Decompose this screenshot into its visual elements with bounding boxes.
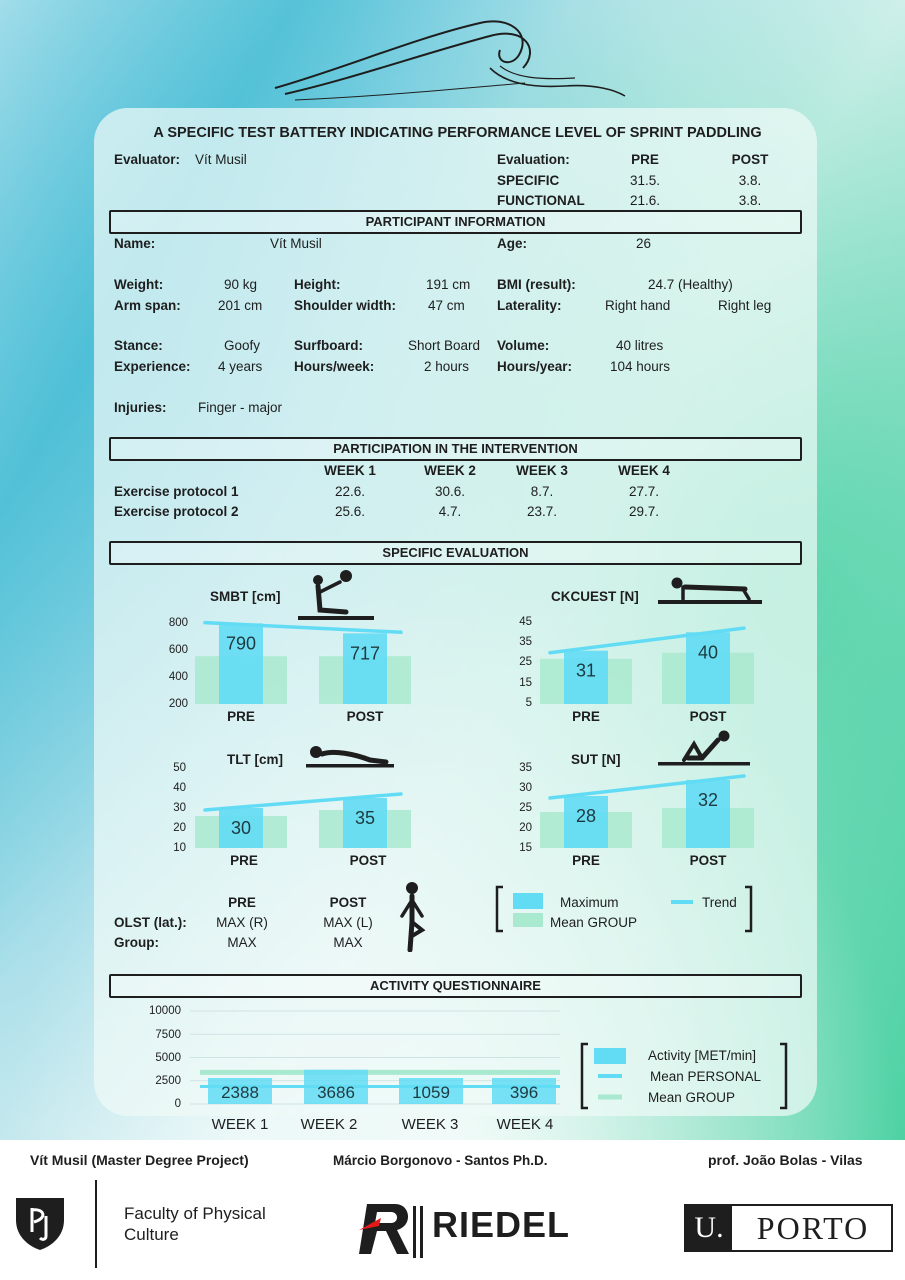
axis-tick: 25 bbox=[519, 656, 532, 668]
weight-label: Weight: bbox=[114, 277, 164, 292]
activity-week-label: WEEK 2 bbox=[300, 1116, 358, 1133]
footer-supervisor-1: Márcio Borgonovo - Santos Ph.D. bbox=[333, 1153, 548, 1168]
x-label-pre: PRE bbox=[227, 709, 255, 724]
olst-post-header: POST bbox=[329, 895, 367, 910]
axis-tick: 5000 bbox=[155, 1052, 181, 1064]
volume-value: 40 litres bbox=[616, 338, 664, 353]
protocol-date: 27.7. bbox=[628, 484, 660, 499]
age-label: Age: bbox=[497, 236, 527, 251]
footer-supervisor-2: prof. João Bolas - Vilas bbox=[708, 1152, 863, 1168]
uporto-logo bbox=[684, 1204, 893, 1252]
axis-tick: 40 bbox=[173, 782, 186, 794]
riedel-wordmark: RIEDEL bbox=[432, 1204, 571, 1245]
axis-tick: 2500 bbox=[155, 1075, 181, 1087]
olst-lat-label: OLST (lat.): bbox=[114, 915, 187, 930]
axis-tick: 50 bbox=[173, 762, 186, 774]
axis-tick: 0 bbox=[174, 1098, 181, 1110]
legend-activity-swatch bbox=[594, 1048, 626, 1064]
axis-tick: 15 bbox=[519, 677, 532, 689]
week-header: WEEK 2 bbox=[424, 463, 476, 478]
legend-group-label: Mean GROUP bbox=[648, 1090, 736, 1105]
activity-value-label: 2388 bbox=[221, 1083, 259, 1102]
sut-chart-title: SUT [N] bbox=[571, 752, 621, 767]
age-value: 26 bbox=[636, 236, 652, 251]
bar-value-label: 790 bbox=[225, 633, 257, 654]
bar-value-label: 35 bbox=[354, 808, 376, 828]
evaluator-name: Vít Musil bbox=[195, 152, 247, 167]
axis-tick: 35 bbox=[519, 636, 532, 648]
footer-divider bbox=[95, 1180, 97, 1268]
name-value: Vít Musil bbox=[270, 236, 322, 251]
bmi-label: BMI (result): bbox=[497, 277, 576, 292]
university-crest-logo bbox=[12, 1196, 68, 1252]
protocol-date: 23.7. bbox=[526, 504, 558, 519]
intervention-section-header: PARTICIPATION IN THE INTERVENTION bbox=[109, 437, 802, 461]
weight-value: 90 kg bbox=[224, 277, 258, 292]
protocol-date: 29.7. bbox=[628, 504, 660, 519]
uporto-wordmark: PORTO bbox=[756, 1210, 870, 1246]
evaluation-row-post: 3.8. bbox=[738, 193, 762, 208]
ckcuest-chart-title: CKCUEST [N] bbox=[551, 589, 639, 604]
specific-section-header: SPECIFIC EVALUATION bbox=[109, 541, 802, 565]
arm-span-value: 201 cm bbox=[218, 298, 263, 313]
olst-lat-post: MAX (L) bbox=[323, 915, 373, 930]
axis-tick: 400 bbox=[168, 671, 188, 683]
legend-maximum-swatch bbox=[513, 893, 543, 909]
axis-tick: 30 bbox=[173, 802, 186, 814]
height-value: 191 cm bbox=[426, 277, 471, 292]
surfboard-value: Short Board bbox=[408, 338, 481, 353]
legend-mean-group-swatch bbox=[513, 913, 543, 927]
protocol-date: 4.7. bbox=[438, 504, 462, 519]
axis-tick: 25 bbox=[519, 802, 532, 814]
hours-year-label: Hours/year: bbox=[497, 359, 573, 374]
shoulder-width-label: Shoulder width: bbox=[294, 298, 396, 313]
page-title: A SPECIFIC TEST BATTERY INDICATING PERFORMANCE LEVEL OF SPRINT PADDLING bbox=[153, 125, 762, 141]
activity-week-label: WEEK 4 bbox=[496, 1116, 554, 1133]
axis-tick: 200 bbox=[168, 698, 188, 710]
arm-span-label: Arm span: bbox=[114, 298, 181, 313]
evaluation-row-label: SPECIFIC bbox=[497, 173, 560, 188]
protocol-date: 22.6. bbox=[334, 484, 366, 499]
shoulder-width-value: 47 cm bbox=[428, 298, 465, 313]
activity-value-label: 1059 bbox=[412, 1083, 450, 1102]
stance-label: Stance: bbox=[114, 338, 163, 353]
axis-tick: 20 bbox=[173, 822, 186, 834]
evaluation-label: Evaluation: bbox=[497, 152, 570, 167]
bar-value-label: 717 bbox=[349, 643, 381, 664]
week-header: WEEK 3 bbox=[516, 463, 568, 478]
bmi-value: 24.7 (Healthy) bbox=[648, 277, 733, 292]
activity-value-label: 3686 bbox=[317, 1083, 355, 1102]
axis-tick: 15 bbox=[519, 842, 532, 854]
x-label-pre: PRE bbox=[230, 853, 258, 868]
olst-group-label: Group: bbox=[114, 935, 159, 950]
evaluation-post-header: POST bbox=[731, 152, 769, 167]
height-label: Height: bbox=[294, 277, 341, 292]
name-label: Name: bbox=[114, 236, 156, 251]
laterality-leg: Right leg bbox=[718, 298, 772, 313]
x-label-post: POST bbox=[346, 709, 384, 724]
hours-year-value: 104 hours bbox=[610, 359, 671, 374]
axis-tick: 10 bbox=[173, 842, 186, 854]
week-header: WEEK 1 bbox=[324, 463, 376, 478]
laterality-hand: Right hand bbox=[605, 298, 671, 313]
axis-tick: 30 bbox=[519, 782, 532, 794]
week-header: WEEK 4 bbox=[618, 463, 670, 478]
protocol-label: Exercise protocol 2 bbox=[114, 504, 239, 519]
bar-value-label: 31 bbox=[575, 660, 597, 681]
x-label-post: POST bbox=[689, 709, 727, 724]
smbt-chart-title: SMBT [cm] bbox=[210, 589, 281, 604]
x-label-pre: PRE bbox=[572, 709, 600, 724]
x-label-post: POST bbox=[349, 853, 387, 868]
activity-week-label: WEEK 1 bbox=[211, 1116, 269, 1133]
legend-activity-label: Activity [MET/min] bbox=[648, 1048, 757, 1063]
evaluation-row-post: 3.8. bbox=[738, 173, 762, 188]
riedel-logo-icon bbox=[355, 1200, 427, 1260]
olst-pre-header: PRE bbox=[228, 895, 256, 910]
activity-value-label: 396 bbox=[509, 1083, 539, 1102]
bar-value-label: 32 bbox=[697, 790, 719, 810]
evaluation-row-label: FUNCTIONAL bbox=[497, 193, 585, 208]
axis-tick: 10000 bbox=[149, 1005, 181, 1017]
olst-group-pre: MAX bbox=[227, 935, 257, 950]
protocol-date: 25.6. bbox=[334, 504, 366, 519]
axis-tick: 5 bbox=[525, 697, 532, 709]
surfboard-label: Surfboard: bbox=[294, 338, 363, 353]
bar-value-label: 30 bbox=[230, 818, 252, 838]
hours-week-value: 2 hours bbox=[424, 359, 470, 374]
laterality-label: Laterality: bbox=[497, 298, 562, 313]
legend-trend-label: Trend bbox=[702, 895, 737, 910]
tlt-chart-title: TLT [cm] bbox=[227, 752, 283, 767]
activity-week-label: WEEK 3 bbox=[401, 1116, 459, 1133]
protocol-date: 30.6. bbox=[434, 484, 466, 499]
protocol-label: Exercise protocol 1 bbox=[114, 484, 239, 499]
axis-tick: 600 bbox=[168, 644, 188, 656]
uporto-u: U. bbox=[686, 1206, 732, 1250]
axis-tick: 45 bbox=[519, 616, 532, 628]
legend-mean-group-label: Mean GROUP bbox=[550, 915, 638, 930]
evaluation-row-pre: 31.5. bbox=[629, 173, 661, 188]
experience-label: Experience: bbox=[114, 359, 191, 374]
injuries-label: Injuries: bbox=[114, 400, 167, 415]
bar-value-label: 40 bbox=[697, 642, 719, 663]
evaluator-label: Evaluator: bbox=[114, 152, 181, 167]
participant-section-header: PARTICIPANT INFORMATION bbox=[109, 210, 802, 234]
hours-week-label: Hours/week: bbox=[294, 359, 375, 374]
injuries-value: Finger - major bbox=[198, 400, 283, 415]
axis-tick: 7500 bbox=[155, 1029, 181, 1041]
experience-value: 4 years bbox=[218, 359, 263, 374]
evaluation-row-pre: 21.6. bbox=[629, 193, 661, 208]
olst-lat-pre: MAX (R) bbox=[216, 915, 268, 930]
axis-tick: 35 bbox=[519, 762, 532, 774]
axis-tick: 20 bbox=[519, 822, 532, 834]
activity-section-header: ACTIVITY QUESTIONNAIRE bbox=[109, 974, 802, 998]
faculty-name: Faculty of Physical Culture bbox=[124, 1204, 266, 1244]
bar-value-label: 28 bbox=[575, 806, 597, 826]
footer-student: Vít Musil (Master Degree Project) bbox=[30, 1152, 249, 1168]
x-label-post: POST bbox=[689, 853, 727, 868]
stance-value: Goofy bbox=[224, 338, 261, 353]
legend-maximum-label: Maximum bbox=[560, 895, 619, 910]
protocol-date: 8.7. bbox=[530, 484, 554, 499]
evaluation-pre-header: PRE bbox=[631, 152, 659, 167]
x-label-pre: PRE bbox=[572, 853, 600, 868]
axis-tick: 800 bbox=[168, 617, 188, 629]
olst-group-post: MAX bbox=[333, 935, 363, 950]
volume-label: Volume: bbox=[497, 338, 550, 353]
legend-personal-label: Mean PERSONAL bbox=[650, 1069, 762, 1084]
